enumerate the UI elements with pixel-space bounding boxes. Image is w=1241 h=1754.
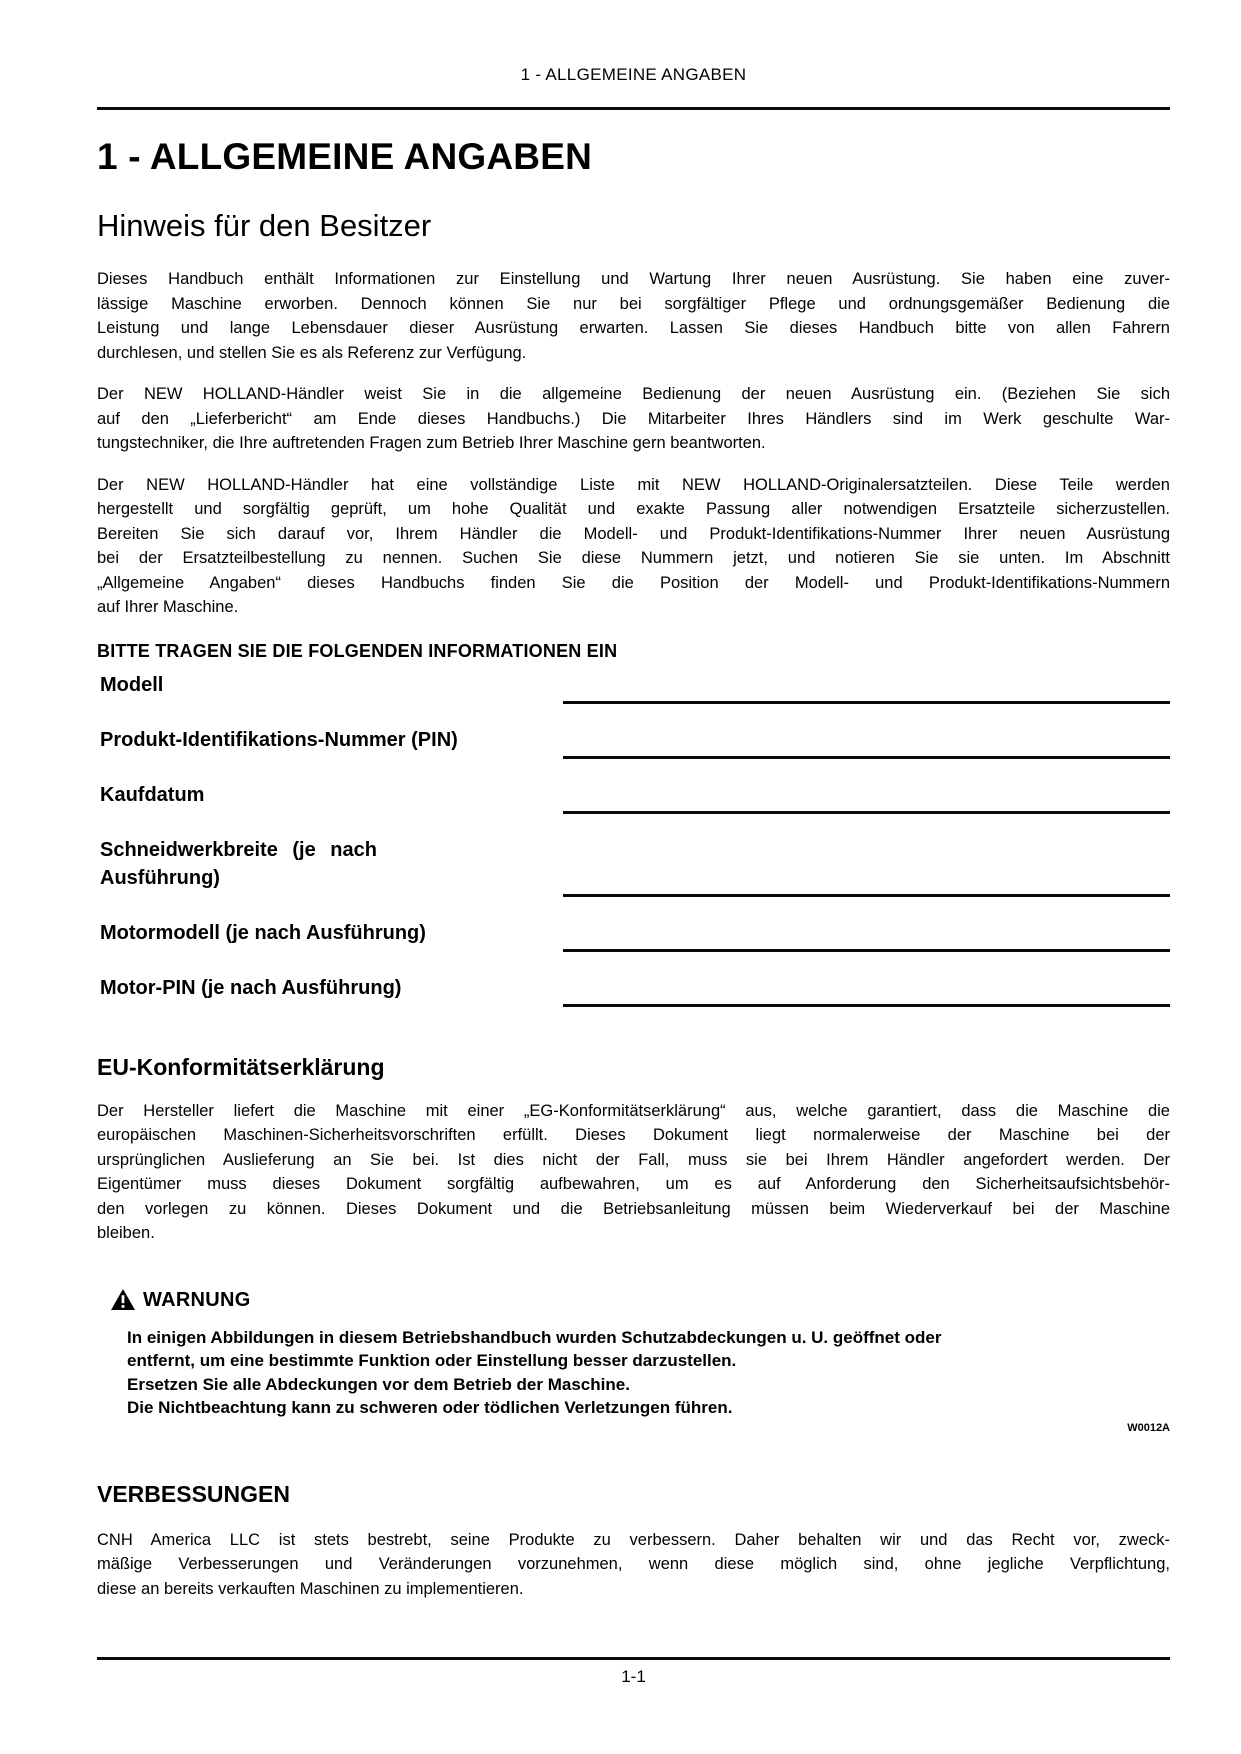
footer-rule	[97, 1657, 1170, 1660]
header-rule	[97, 107, 1170, 110]
field-label-pin: Produkt-Identifikations-Nummer (PIN)	[100, 728, 458, 751]
field-label-motor-pin: Motor-PIN (je nach Ausführung)	[100, 976, 402, 999]
owner-notice-paragraph-2: Der NEW HOLLAND-Händler weist Sie in die allgemeine Bedienung der neuen Ausrüstung ein. (Beziehen Sie sich auf den „Lieferbericht“ am Ende dieses Handbuchs.) Die Mitarbeiter Ihres Händlers sind im Werk geschulte War- tungstechniker, die Ihre auftretenden Fragen zum Betrieb Ihrer Maschine gern beantworten.	[97, 385, 1170, 452]
owner-notice-paragraph-3: Der NEW HOLLAND-Händler hat eine vollständige Liste mit NEW HOLLAND-Originalersatzteilen. Diese Teile werden hergestellt und sorgfältig geprüft, um hohe Qualität und exakte Passung aller notwendigen Ersatzteile sicherzustellen. Bereiten Sie sich darauf vor, Ihrem Händler die Modell- und Produkt-Identifikations-Nummer Ihrer neuen Ausrüstung bei der Ersatzteilbestellung zu nennen. Suchen Sie diese Nummern jetzt, und notieren Sie sie unten. Im Abschnitt „Allgemeine Angaben“ dieses Handbuchs finden Sie die Position der Modell- und Produkt-Identifikations-Nummern auf Ihrer Maschine.	[97, 475, 1170, 616]
eu-declaration-heading: EU-Konformitätserklärung	[97, 1053, 385, 1080]
owner-notice-heading: Hinweis für den Besitzer	[97, 208, 432, 243]
field-value-line-motormodell	[563, 949, 1170, 952]
improvements-paragraph: CNH America LLC ist stets bestrebt, seine Produkte zu verbessern. Daher behalten wir und das Recht vor, zweck- mäßige Verbesserungen und Veränderungen vorzunehmen, wenn diese möglich sind, ohne jegliche Verpflichtung, diese an bereits verkauften Maschinen zu implementieren.	[97, 1530, 1170, 1598]
warning-block	[97, 1288, 1170, 1435]
footer-page-number: 1-1	[621, 1667, 646, 1686]
field-row-pin	[97, 726, 1170, 754]
field-value-line-schneidwerkbreite	[563, 894, 1170, 897]
owner-notice-paragraph-1: Dieses Handbuch enthält Informationen zur Einstellung und Wartung Ihrer neuen Ausrüstung. Sie haben eine zuver- lässige Maschine erworben. Dennoch können Sie nur bei sorgfältiger Pflege und ordnungsgemäßer Bedienung die Leistung und lange Lebensdauer dieser Ausrüstung erwarten. Lassen Sie dieses Handbuch bitte von allen Fahrern durchlesen, und stellen Sie es als Referenz zur Verfügung.	[97, 270, 1170, 362]
field-row-motormodell	[97, 919, 1170, 947]
eu-declaration-paragraph: Der Hersteller liefert die Maschine mit einer „EG-Konformitätserklärung“ aus, welche garantiert, dass die Maschine die europäischen Maschinen-Sicherheitsvorschriften erfüllt. Dieses Dokument liegt normalerweise der Maschine bei der ursprünglichen Auslieferung an Sie bei. Ist dies nicht der Fall, muss sie bei Ihrem Händler angefordert werden. Der Eigentümer muss dieses Dokument sorgfältig aufbewahren, um es auf Anforderung den Sicherheitsaufsichtsbehör- den vorlegen zu können. Dieses Dokument und die Betriebsanleitung müssen beim Wiederverkauf bei der Maschine bleiben.	[97, 1101, 1170, 1242]
page-title: 1 - ALLGEMEINE ANGABEN	[97, 136, 593, 177]
field-label-schneidwerkbreite: Schneidwerkbreite (je nach Ausführung)	[100, 838, 377, 889]
field-label-modell: Modell	[100, 673, 164, 696]
field-value-line-motor-pin	[563, 1004, 1170, 1007]
warning-code: W0012A	[1127, 1421, 1170, 1434]
warning-text: In einigen Abbildungen in diesem Betriebshandbuch wurden Schutzabdeckungen u. U. geöffnet oder entfernt, um eine bestimmte Funktion oder Einstellung besser darzustellen. Ersetzen Sie alle Abdeckungen vor dem Betrieb der Maschine. Die Nichtbeachtung kann zu schweren oder tödlichen Verletzungen führen.	[127, 1327, 942, 1417]
info-form-heading: BITTE TRAGEN SIE DIE FOLGENDEN INFORMATIONEN EIN	[97, 640, 618, 661]
field-row-kaufdatum	[97, 781, 1170, 809]
warning-header	[97, 1288, 1170, 1312]
field-value-line-pin	[563, 756, 1170, 759]
warning-triangle-icon	[111, 1289, 135, 1310]
field-label-kaufdatum: Kaufdatum	[100, 783, 205, 806]
improvements-heading: VERBESSUNGEN	[97, 1480, 290, 1507]
field-value-line-kaufdatum	[563, 811, 1170, 814]
running-header: 1 - ALLGEMEINE ANGABEN	[520, 65, 747, 84]
page-footer	[97, 1657, 1170, 1687]
field-row-modell	[97, 671, 1170, 699]
field-row-schneidwerkbreite	[97, 836, 1170, 892]
field-value-line-modell	[563, 701, 1170, 704]
info-form	[97, 671, 1170, 1002]
field-row-motor-pin	[97, 974, 1170, 1002]
field-label-motormodell: Motormodell (je nach Ausführung)	[100, 921, 426, 944]
warning-label: WARNUNG	[143, 1288, 251, 1311]
